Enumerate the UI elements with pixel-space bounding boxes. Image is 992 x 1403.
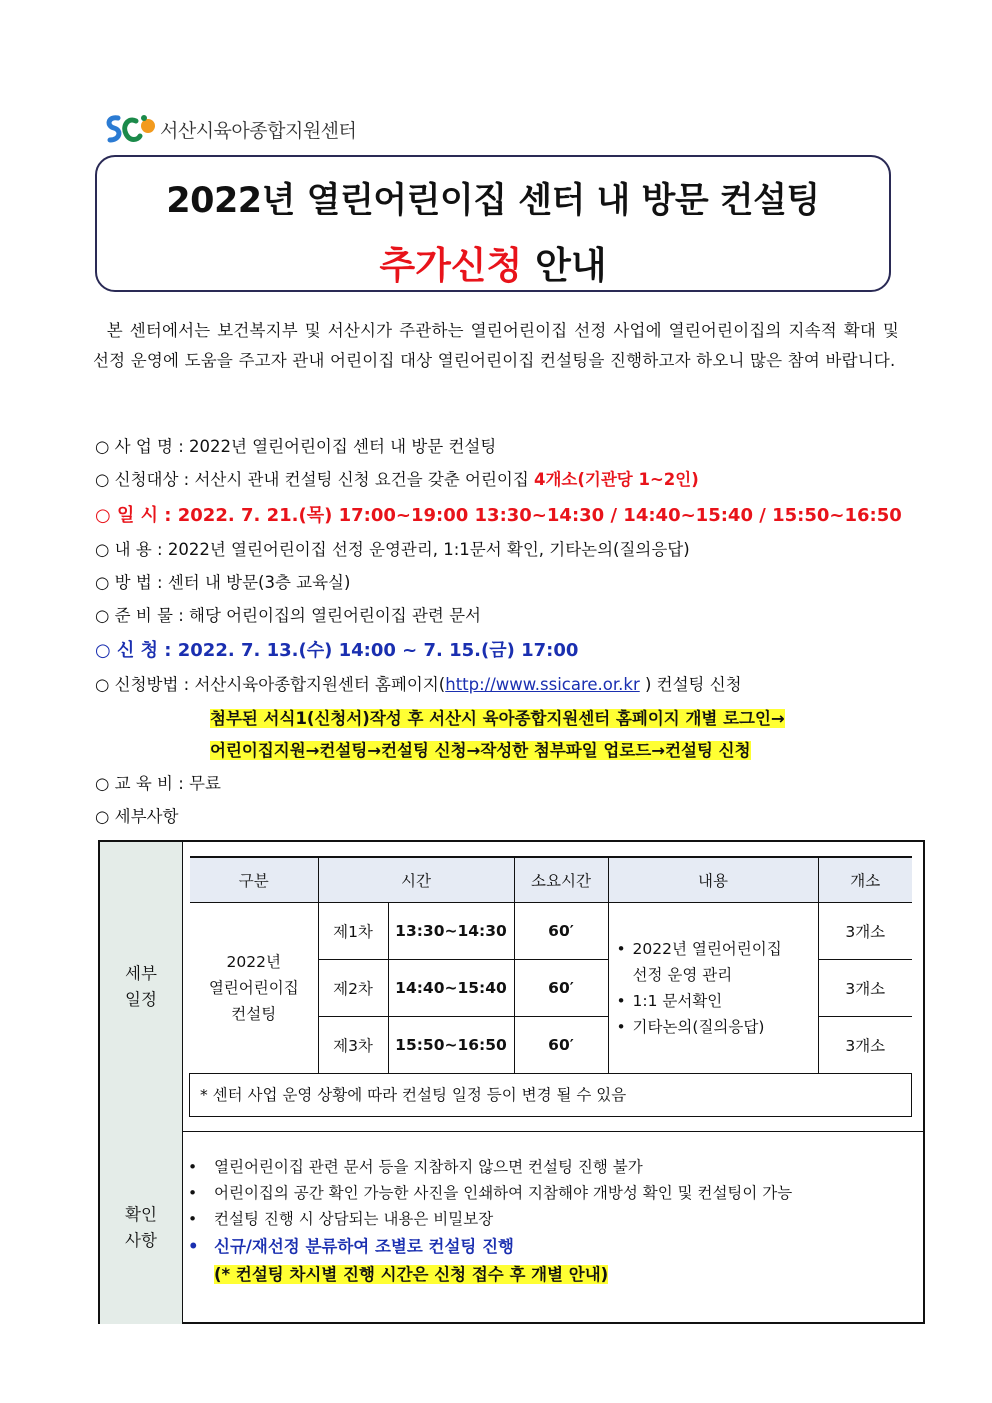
item-label: ○ 내 용 :	[95, 540, 168, 559]
schedule-side-label	[100, 842, 183, 1133]
list-item: • 열린어린이집 관련 문서 등을 지참하지 않으면 컨설팅 진행 불가	[188, 1154, 792, 1180]
item-content	[95, 536, 690, 560]
header-time: 시간	[318, 857, 514, 903]
page-title: 2022년 열린어린이집 센터 내 방문 컨설팅	[166, 181, 820, 221]
item-value: 센터 내 방문(3층 교육실)	[167, 573, 351, 592]
item-label: ○ 세부사항	[95, 807, 179, 826]
item-label: ○ 일 시 :	[95, 505, 178, 526]
duration: 60′	[514, 1017, 608, 1074]
round: 제1차	[318, 903, 388, 960]
item-project-name	[95, 433, 496, 457]
item-value: 2022년 열린어린이집 선정 운영관리, 1:1문서 확인, 기타논의(질의응답)	[167, 540, 690, 559]
item-label: ○ 신청방법 :	[95, 675, 195, 694]
header-duration: 소요시간	[514, 857, 608, 903]
subtitle-emphasis: 추가신청	[379, 244, 523, 287]
item-value: 2022. 7. 21.(목) 17:00~19:00 13:30~14:30 / 14:40~15:40 / 15:50~16:50	[177, 505, 902, 526]
list-item-text: 2022년 열린어린이집 선정 운영 관리	[632, 940, 782, 984]
list-item-text: 1:1 문서확인	[632, 992, 723, 1010]
apply-steps-line1	[210, 705, 785, 729]
highlight-text: (* 컨설팅 차시별 진행 시간은 신청 접수 후 개별 안내)	[214, 1265, 609, 1284]
list-item: • 2022년 열린어린이집 선정 운영 관리	[617, 936, 817, 988]
item-detail	[95, 803, 178, 827]
item-value-emphasis: 4개소(기관당 1~2인)	[534, 470, 699, 489]
item-target	[95, 466, 699, 490]
item-value: 무료	[189, 774, 221, 793]
count: 3개소	[818, 1017, 912, 1074]
highlight-text: 첨부된 서식1(신청서)작성 후 서산시 육아종합지원센터 홈페이지 개별 로그인→	[210, 709, 785, 728]
divider	[183, 1131, 925, 1132]
item-value-end: ) 컨설팅 신청	[639, 675, 742, 694]
list-item-text: 신규/재선정 분류하여 조별로 컨설팅 진행	[214, 1237, 514, 1256]
title-box	[95, 155, 891, 292]
item-label: ○ 준 비 물 :	[95, 606, 189, 625]
duration: 60′	[514, 960, 608, 1017]
item-fee	[95, 770, 221, 794]
center-name: 서산시육아종합지원센터	[160, 119, 357, 142]
intro-paragraph	[93, 316, 899, 376]
item-value: 2022년 열린어린이집 센터 내 방문 컨설팅	[189, 437, 497, 456]
header-count: 개소	[818, 857, 912, 903]
side-label-text: 확인 사항	[125, 1205, 157, 1250]
item-label: ○ 교 육 비 :	[95, 774, 189, 793]
header-content: 내용	[608, 857, 818, 903]
header-category: 구분	[190, 857, 318, 903]
item-label: ○ 신 청 :	[95, 640, 178, 661]
item-value: 해당 어린이집의 열린어린이집 관련 문서	[189, 606, 481, 625]
list-item-text: 열린어린이집 관련 문서 등을 지참하지 않으면 컨설팅 진행 불가	[214, 1158, 643, 1176]
item-value: 서산시육아종합지원센터 홈페이지(	[194, 675, 446, 694]
round: 제3차	[318, 1017, 388, 1074]
page-subtitle	[97, 235, 889, 289]
intro-text: 본 센터에서는 보건복지부 및 서산시가 주관하는 열린어린이집 선정 사업에 열린어린이집의 지속적 확대 및 선정 운영에 도움을 주고자 관내 어린이집 대상 열린어린이집 컨설팅을 진행하고자 하오니 많은 참여 바랍니다.	[93, 321, 899, 370]
item-apply-method	[95, 671, 742, 695]
item-date	[95, 501, 902, 527]
confirm-list	[188, 1154, 792, 1288]
table-row	[190, 903, 912, 960]
count: 3개소	[818, 960, 912, 1017]
item-apply-period	[95, 636, 578, 662]
item-label: ○ 신청대상 :	[95, 470, 195, 489]
detail-frame	[98, 840, 925, 1324]
list-item-emphasis: • 신규/재선정 분류하여 조별로 컨설팅 진행	[188, 1234, 792, 1260]
item-value: 2022. 7. 13.(수) 14:00 ~ 7. 15.(금) 17:00	[177, 640, 579, 661]
homepage-link[interactable]: http://www.ssicare.or.kr	[445, 675, 640, 694]
group-label: 2022년 열린어린이집 컨설팅	[190, 903, 318, 1074]
list-item-text: 기타논의(질의응답)	[632, 1018, 765, 1036]
item-method	[95, 569, 350, 593]
center-logo-icon	[104, 112, 158, 146]
side-label-text: 세부 일정	[125, 964, 157, 1009]
item-value: 서산시 관내 컨설팅 신청 요건을 갖춘 어린이집	[194, 470, 535, 489]
schedule-note: * 센터 사업 운영 상황에 따라 컨설팅 일정 등이 변경 될 수 있음	[189, 1073, 912, 1117]
list-item: • 기타논의(질의응답)	[617, 1014, 817, 1040]
time: 15:50~16:50	[388, 1017, 514, 1074]
subtitle-rest: 안내	[522, 244, 607, 287]
highlight-text: 어린이집지원→컨설팅→컨설팅 신청→작성한 첨부파일 업로드→컨설팅 신청	[210, 741, 751, 760]
list-item-text: 컨설팅 진행 시 상담되는 내용은 비밀보장	[214, 1210, 494, 1228]
list-item: • 어린이집의 공간 확인 가능한 사진을 인쇄하여 지참해야 개방성 확인 및 컨설팅이 가능	[188, 1180, 792, 1206]
round: 제2차	[318, 960, 388, 1017]
item-label: ○ 방 법 :	[95, 573, 168, 592]
count: 3개소	[818, 903, 912, 960]
confirm-side-label	[100, 1132, 183, 1324]
list-item-text: 어린이집의 공간 확인 가능한 사진을 인쇄하여 지참해야 개방성 확인 및 컨설팅이 가능	[214, 1184, 793, 1202]
apply-steps-line2	[210, 737, 751, 761]
schedule-table	[190, 856, 912, 1074]
item-preparation	[95, 602, 481, 626]
content-list	[608, 903, 818, 1074]
list-item: • 1:1 문서확인	[617, 988, 817, 1014]
confirm-note	[188, 1262, 792, 1288]
list-item: • 컨설팅 진행 시 상담되는 내용은 비밀보장	[188, 1206, 792, 1232]
center-logo	[104, 112, 356, 146]
time: 13:30~14:30	[388, 903, 514, 960]
duration: 60′	[514, 903, 608, 960]
item-label: ○ 사 업 명 :	[95, 437, 189, 456]
time: 14:40~15:40	[388, 960, 514, 1017]
